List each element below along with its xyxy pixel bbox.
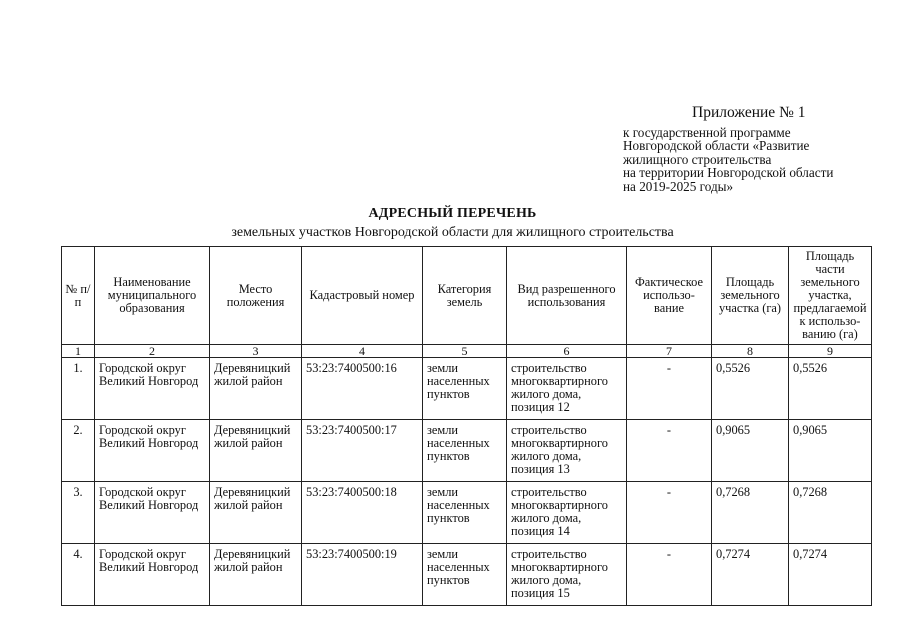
row-number: 3. [62, 482, 95, 544]
area-cell: 0,7274 [712, 544, 789, 606]
permitted-use-cell: строительство многоквартирного жилого дома, позиция 13 [507, 420, 627, 482]
column-number: 7 [627, 345, 712, 358]
document-title: АДРЕСНЫЙ ПЕРЕЧЕНЬ [368, 206, 537, 221]
header-cell-category: Категория земель [423, 247, 507, 345]
part-area-cell: 0,7268 [789, 482, 872, 544]
appendix-title: Приложение № 1 [692, 104, 806, 121]
municipality-cell: Городской округ Великий Новгород [95, 358, 210, 420]
row-number: 1. [62, 358, 95, 420]
column-number-row [62, 345, 872, 358]
table-header-row [62, 247, 872, 345]
column-number: 9 [789, 345, 872, 358]
header-cell-area: Площадь земельного участка (га) [712, 247, 789, 345]
column-number: 2 [95, 345, 210, 358]
land-plots-table [61, 246, 872, 606]
land-category-cell: земли населенных пунктов [423, 420, 507, 482]
header-cell-cadastral: Кадастровый номер [302, 247, 423, 345]
appendix-line: к государственной программе [623, 125, 791, 140]
cadastral-number-cell: 53:23:7400500:18 [302, 482, 423, 544]
column-number: 8 [712, 345, 789, 358]
actual-use-cell: - [627, 482, 712, 544]
cadastral-number-cell: 53:23:7400500:17 [302, 420, 423, 482]
location-cell: Деревяницкий жилой район [210, 358, 302, 420]
table-row [62, 544, 872, 606]
actual-use-cell: - [627, 358, 712, 420]
table-row [62, 358, 872, 420]
municipality-cell: Городской округ Великий Новгород [95, 482, 210, 544]
land-category-cell: земли населенных пунктов [423, 358, 507, 420]
document-subtitle: земельных участков Новгородской области для жилищного строительства [231, 225, 674, 240]
part-area-cell: 0,9065 [789, 420, 872, 482]
column-number: 5 [423, 345, 507, 358]
land-category-cell: земли населенных пунктов [423, 482, 507, 544]
table-row [62, 420, 872, 482]
municipality-cell: Городской округ Великий Новгород [95, 544, 210, 606]
row-number: 4. [62, 544, 95, 606]
row-number: 2. [62, 420, 95, 482]
appendix-line: на 2019-2025 годы» [623, 178, 734, 194]
appendix-line: Новгородской области «Развитие [623, 138, 810, 154]
appendix-line: жилищного строительства [623, 151, 772, 167]
header-cell-location: Место положения [210, 247, 302, 345]
header-cell-municipality: Наименование муниципального образования [95, 247, 210, 345]
area-cell: 0,7268 [712, 482, 789, 544]
appendix-body [623, 126, 833, 193]
municipality-cell: Городской округ Великий Новгород [95, 420, 210, 482]
header-cell-actual-use: Фактическое использо- вание [627, 247, 712, 345]
header-cell-index: № п/п [62, 247, 95, 345]
column-number: 6 [507, 345, 627, 358]
appendix-line: на территории Новгородской области [623, 165, 834, 181]
column-number: 3 [210, 345, 302, 358]
header-cell-use: Вид разрешенного использования [507, 247, 627, 345]
area-cell: 0,9065 [712, 420, 789, 482]
header-cell-part-area: Площадь части земельного участка, предлагаемой к использо- ванию (га) [789, 247, 872, 345]
permitted-use-cell: строительство многоквартирного жилого дома, позиция 15 [507, 544, 627, 606]
column-number: 4 [302, 345, 423, 358]
table-row [62, 482, 872, 544]
part-area-cell: 0,5526 [789, 358, 872, 420]
actual-use-cell: - [627, 544, 712, 606]
part-area-cell: 0,7274 [789, 544, 872, 606]
cadastral-number-cell: 53:23:7400500:19 [302, 544, 423, 606]
location-cell: Деревяницкий жилой район [210, 544, 302, 606]
actual-use-cell: - [627, 420, 712, 482]
location-cell: Деревяницкий жилой район [210, 482, 302, 544]
cadastral-number-cell: 53:23:7400500:16 [302, 358, 423, 420]
permitted-use-cell: строительство многоквартирного жилого дома, позиция 12 [507, 358, 627, 420]
area-cell: 0,5526 [712, 358, 789, 420]
permitted-use-cell: строительство многоквартирного жилого дома, позиция 14 [507, 482, 627, 544]
column-number: 1 [62, 345, 95, 358]
location-cell: Деревяницкий жилой район [210, 420, 302, 482]
land-category-cell: земли населенных пунктов [423, 544, 507, 606]
